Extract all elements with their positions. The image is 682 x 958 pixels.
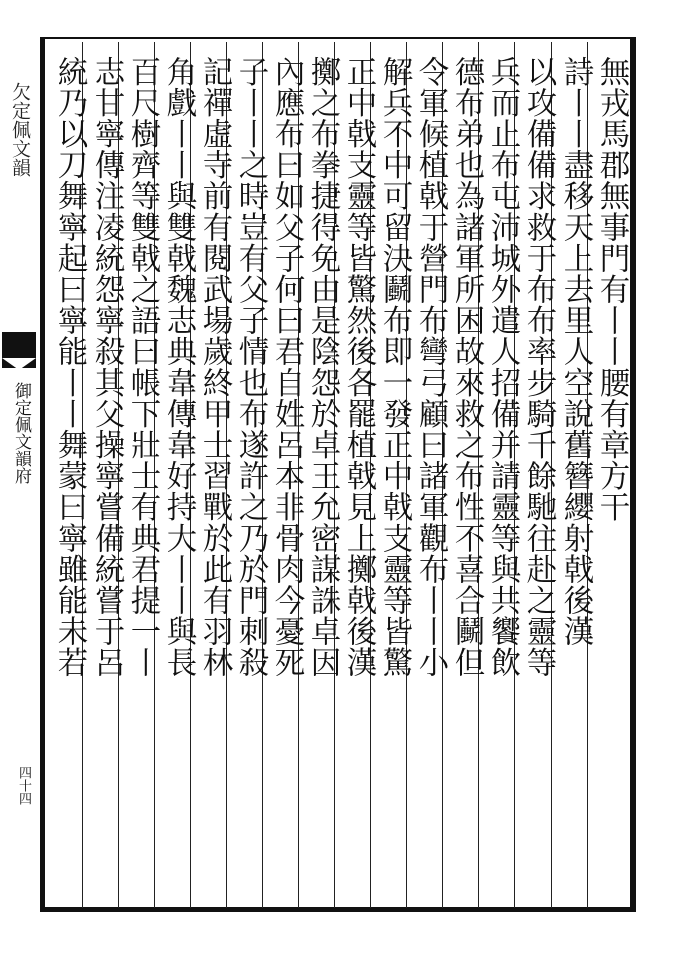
fishtail-mark-icon bbox=[2, 358, 36, 370]
text-column-1: 無戎馬郡無事門有丨丨腰有章方干 bbox=[594, 56, 629, 523]
text-column-13: 角戲丨丨與雙戟魏志典韋傳韋好持大丨丨與長 bbox=[161, 56, 196, 678]
margin-bleed-text: 欠定佩文韻 bbox=[9, 82, 31, 177]
page-number: 四十四 bbox=[16, 766, 31, 805]
text-column-3: 以攻備備求救于布布率步騎千餘馳往赴之靈等 bbox=[521, 56, 556, 678]
book-title: 御定佩文韻府 bbox=[11, 382, 31, 484]
text-column-14: 百尺樹齊等雙戟之語曰帳下壯士有典君提一丨 bbox=[125, 56, 160, 678]
text-column-6: 令軍候植戟于營門布彎弓顧曰諸軍觀布丨丨小 bbox=[413, 56, 448, 678]
text-column-5: 德布弟也為諸軍所困故來救之布性不喜合鬭但 bbox=[449, 56, 484, 678]
text-column-8: 正中戟支靈等皆驚然後各罷植戟見上擲戟後漢 bbox=[341, 56, 376, 678]
text-column-2: 詩丨丨盡移天上去里人空說舊簪纓射戟後漢 bbox=[558, 56, 593, 647]
text-column-15: 志甘寧傳注凌統怨寧殺其父操寧嘗備統嘗于呂 bbox=[89, 56, 124, 678]
left-margin-strip bbox=[0, 40, 38, 910]
text-column-10: 內應布曰如父子何曰君自姓呂本非骨肉今憂死 bbox=[269, 56, 304, 678]
text-column-9: 擲之布拳捷得免由是陰怨於卓王允密謀誅卓因 bbox=[305, 56, 340, 678]
text-column-7: 解兵不中可留決鬬布即一發正中戟支靈等皆驚 bbox=[377, 56, 412, 678]
text-column-16: 統乃以刀舞寧起曰寧能丨丨舞蒙曰寧雖能未若 bbox=[52, 56, 87, 678]
text-column-12: 記禪虛寺前有閱武場歲終甲士習戰於此有羽林 bbox=[197, 56, 232, 678]
text-column-11: 子丨丨之時豈有父子情也布遂許之乃於門刺殺 bbox=[233, 56, 268, 678]
text-column-4: 兵而止布屯沛城外遣人招備并請靈等與共饗飲 bbox=[485, 56, 520, 678]
